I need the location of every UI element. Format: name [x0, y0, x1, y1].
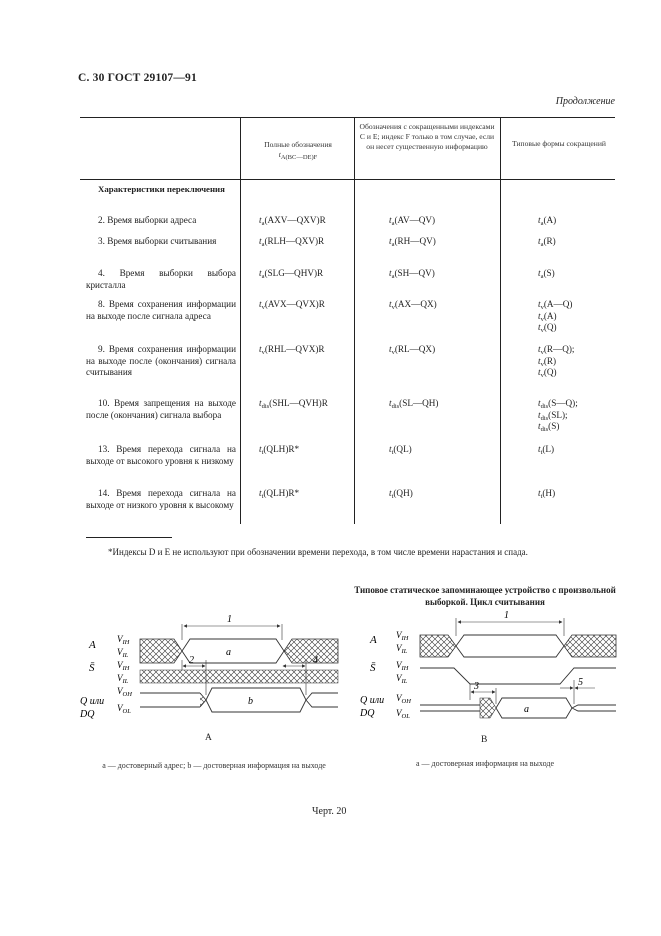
svg-text:a: a — [226, 647, 231, 658]
svg-text:1: 1 — [227, 614, 232, 625]
section-heading: Характеристики переключения — [98, 184, 225, 194]
svg-text:VIL: $V_{IL}$ — [117, 673, 129, 685]
row-full-designation: $t_t(QLH)R*$ — [259, 488, 300, 500]
row-typical-form: $t_a(A)$ — [538, 215, 557, 227]
row-full-designation: $t_t(QLH)R*$ — [259, 444, 300, 456]
diagram-b — [359, 610, 616, 720]
svg-text:3: 3 — [474, 681, 479, 692]
row-short-designation: $t_t(QH)$ — [389, 488, 413, 500]
diagram-b-label: B — [481, 735, 488, 745]
row-full-designation: $t_a(AXV—QXV)R$ — [259, 215, 326, 227]
svg-text:VIL: $V_{IL}$ — [117, 647, 129, 659]
svg-text:b: b — [248, 696, 253, 707]
col-divider-2 — [354, 117, 355, 524]
figure-title: Типовое статическое запоминающее устройство с произвольной выборкой. Цикл считывания — [354, 585, 616, 607]
svg-text:VOL: $V_{OL}$ — [117, 703, 131, 715]
diagram-a-label: A — [205, 733, 212, 743]
diagram-a — [79, 614, 338, 720]
svg-text:VIH: $V_{IH}$ — [396, 660, 409, 672]
row-full-designation: $t_v(AVX—QVX)R$ — [259, 299, 325, 311]
svg-text:1: 1 — [504, 610, 509, 621]
footnote: *Индексы D и E не используют при обозначении времени перехода, в том числе времени нарастания и спада. — [108, 547, 528, 557]
chart-number: Черт. 20 — [312, 806, 347, 817]
row-full-designation: $t_a(SLG—QHV)R$ — [259, 268, 324, 280]
row-typical-form: $t_v(A—Q)$ — [538, 299, 573, 311]
row-short-designation: $t_a(SH—QV)$ — [389, 268, 435, 280]
signal-dq-label: DQ — [80, 709, 95, 720]
svg-text:VIH: $V_{IH}$ — [396, 630, 409, 642]
row-typical-form: $t_v(Q)$ — [538, 367, 557, 379]
svg-text:VOL: $V_{OL}$ — [396, 708, 410, 720]
row-name: 14. Время перехода сигнала на выходе от низкого уровня к высокому — [86, 488, 236, 510]
row-typical-form: $t_{dis}(S)$ — [538, 421, 560, 433]
col-divider-3 — [500, 117, 501, 524]
row-typical-form: $t_t(L)$ — [538, 444, 555, 456]
col-header-short: Обозначения с сокращенными индексами С и Е; индекс F только в том случае, если он несет существенную информацию — [359, 122, 495, 151]
row-short-designation: $t_{dis}(SL—QH)$ — [389, 398, 439, 410]
table-top-rule — [80, 117, 615, 118]
row-name: 3. Время выборки считывания — [98, 236, 217, 246]
row-typical-form: $t_a(R)$ — [538, 236, 556, 248]
svg-text:VIH: $V_{IH}$ — [117, 660, 130, 672]
svg-text:DQ: DQ — [360, 708, 375, 719]
col-header-full: Полные обозначения $t_{A(BC—DE)F}$ — [264, 140, 332, 161]
continuation-label: Продолжение — [555, 96, 615, 107]
row-full-designation: $t_{dis}(SHL—QVH)R$ — [259, 398, 328, 410]
col-header-typical: Типовые формы сокращений — [512, 139, 606, 148]
page-header: С. 30 ГОСТ 29107—91 — [78, 72, 197, 84]
svg-text:A: A — [370, 634, 377, 646]
row-full-designation: $t_v(RHL—QVX)R$ — [259, 344, 325, 356]
signal-q-label: Q или — [80, 696, 105, 707]
col-divider-1 — [240, 117, 241, 524]
row-name: 2. Время выборки адреса — [98, 215, 197, 225]
svg-text:VOH: $V_{OH}$ — [396, 693, 411, 705]
row-name: 8. Время сохранения информации на выходе после сигнала адреса — [86, 299, 236, 321]
caption-a: a — достоверный адрес; b — достоверная информация на выходе — [102, 761, 326, 770]
row-typical-form: $t_t(H)$ — [538, 488, 556, 500]
svg-text:VIL: $V_{IL}$ — [396, 643, 408, 655]
row-name: 10. Время запрещения на выходе после (окончания) сигнала выбора — [86, 398, 236, 420]
svg-text:2: 2 — [189, 655, 194, 666]
caption-b: a — достоверная информация на выходе — [415, 759, 555, 768]
footnote-rule — [86, 537, 172, 538]
row-short-designation: $t_t(QL)$ — [389, 444, 412, 456]
svg-text:a: a — [524, 704, 529, 715]
row-name: 9. Время сохранения информации на выходе после (окончания) сигнала считывания — [86, 344, 236, 377]
svg-text:VOH: $V_{OH}$ — [117, 686, 132, 698]
row-full-designation: $t_a(RLH—QXV)R$ — [259, 236, 325, 248]
row-typical-form: $t_v(R—Q)$; — [538, 344, 575, 356]
row-short-designation: $t_a(RH—QV)$ — [389, 236, 436, 248]
signal-a-label: A — [89, 639, 96, 651]
row-name: 13. Время перехода сигнала на выходе от высокого уровня к низкому — [86, 444, 236, 466]
row-typical-form: $t_v(Q)$ — [538, 322, 557, 334]
row-typical-form: $t_v(R)$ — [538, 355, 557, 368]
table-header-rule — [80, 179, 615, 180]
timing-diagrams — [0, 600, 661, 780]
row-typical-form: $t_a(S)$ — [538, 268, 555, 280]
svg-text:VIL: $V_{IL}$ — [396, 673, 408, 685]
svg-text:4: 4 — [313, 655, 318, 666]
row-typical-form: $t_{dis}(SL)$; — [538, 409, 568, 422]
row-short-designation: $t_v(AX—QX)$ — [389, 299, 437, 311]
svg-text:S̄: S̄ — [370, 662, 376, 674]
svg-text:VIH: $V_{IH}$ — [117, 634, 130, 646]
row-name: 4. Время выборки выбора кристалла — [86, 268, 236, 290]
row-typical-form: $t_v(A)$ — [538, 310, 557, 323]
row-short-designation: $t_v(RL—QX)$ — [389, 344, 436, 356]
svg-text:5: 5 — [578, 677, 583, 688]
svg-text:Q или: Q или — [360, 695, 385, 706]
row-typical-form: $t_{dis}(S—Q)$; — [538, 398, 578, 410]
signal-s-label: S̄ — [89, 662, 95, 674]
row-short-designation: $t_a(AV—QV)$ — [389, 215, 436, 227]
